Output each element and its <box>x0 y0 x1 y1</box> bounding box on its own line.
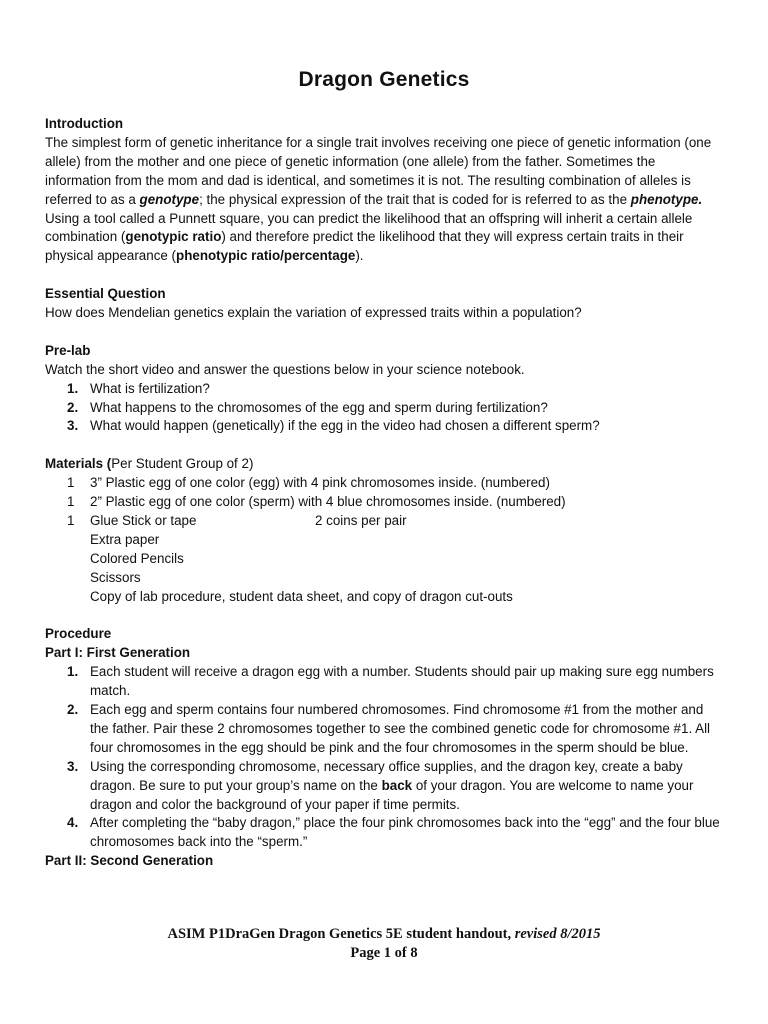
intro-text-4: ) and therefore predict the likelihood that they will express certain traits in their physical appearance ( <box>45 229 684 264</box>
materials-list <box>45 474 725 606</box>
intro-heading: Introduction <box>45 116 124 131</box>
list-item: 1 Glue Stick or tape 2 coins per pair <box>45 512 725 531</box>
list-item: 3. What would happen (genetically) if the egg in the video had chosen a different sperm? <box>67 418 600 434</box>
part-1-heading: Part I: First Generation <box>45 645 191 661</box>
list-item: 1. What is fertilization? <box>67 380 210 396</box>
document-body <box>45 115 725 871</box>
list-item: 2. What happens to the chromosomes of the egg and sperm during fertilization? <box>67 399 548 415</box>
list-item: 1. Each student will receive a dragon egg with a number. Students should pair up making sure egg numbers match. <box>67 664 714 699</box>
procedure-heading: Procedure <box>45 626 112 642</box>
list-item: Scissors <box>90 569 141 585</box>
list-item: 3. Using the corresponding chromosome, necessary office supplies, and the dragon key, create a baby dragon. Be sure to put your group’s name on the back of your dragon. You are welcome to name your dragon and color the background of your paper if time permits. <box>67 758 694 812</box>
list-item: 4. After completing the “baby dragon,” place the four pink chromosomes back into the “egg” and the four blue chromosomes back into the “sperm.” <box>67 815 720 850</box>
list-item: 1 2” Plastic egg of one color (sperm) with 4 blue chromosomes inside. (numbered) <box>67 494 566 510</box>
list-item: Copy of lab procedure, student data sheet, and copy of dragon cut-outs <box>90 588 513 604</box>
list-item: Extra paper <box>90 531 160 547</box>
intro-paragraph <box>45 134 725 266</box>
prelab-instructions: Watch the short video and answer the questions below in your science notebook. <box>45 361 525 377</box>
list-item: 1 3” Plastic egg of one color (egg) with 4 pink chromosomes inside. (numbered) <box>67 475 550 491</box>
procedure-step-list <box>45 663 725 852</box>
list-item: Colored Pencils <box>90 550 184 566</box>
genotypic-ratio-term: genotypic ratio <box>125 229 222 245</box>
list-item: 2. Each egg and sperm contains four numbered chromosomes. Find chromosome #1 from the mother and the father. Pair these 2 chromosomes together to see the combined genetic code for chromosome #1. All four chromosomes in the egg should be pink and the four chromosomes in the sperm should be blue. <box>67 702 711 755</box>
page-title: Dragon Genetics <box>298 68 470 91</box>
page-footer <box>0 925 768 963</box>
part-2-heading: Part II: Second Generation <box>45 853 214 869</box>
essential-question-text: How does Mendelian genetics explain the variation of expressed traits within a population? <box>45 305 582 321</box>
phenotypic-ratio-term: phenotypic ratio/percentage <box>176 248 356 264</box>
footer-document-id: ASIM P1DraGen Dragon Genetics 5E student handout, revised 8/2015 <box>167 926 601 942</box>
materials-heading: Materials (Per Student Group of 2) <box>45 456 254 472</box>
prelab-heading: Pre-lab <box>45 342 91 358</box>
prelab-question-list <box>45 380 725 437</box>
intro-text-3: Using a tool called a Punnett square, you can predict the likelihood that an offspring will inherit a certain allele combination ( <box>45 210 693 245</box>
intro-text-1: The simplest form of genetic inheritance for a single trait involves receiving one piece of genetic information (one allele) from the mother and one piece of genetic information (one allele) from the father. Sometimes the information from the mom and dad is identical, and sometimes it is not. The resulting combination of alleles is referred to as a <box>45 134 712 207</box>
coins-item: 2 coins per pair <box>315 512 407 528</box>
intro-text-5: ). <box>355 248 364 264</box>
phenotype-term: phenotype. <box>630 191 703 207</box>
genotype-term: genotype <box>139 191 200 207</box>
page-number: Page 1 of 8 <box>350 945 418 961</box>
essential-question-heading: Essential Question <box>45 286 166 302</box>
intro-text-2: ; the physical expression of the trait that is coded for is referred to as the <box>199 191 631 207</box>
